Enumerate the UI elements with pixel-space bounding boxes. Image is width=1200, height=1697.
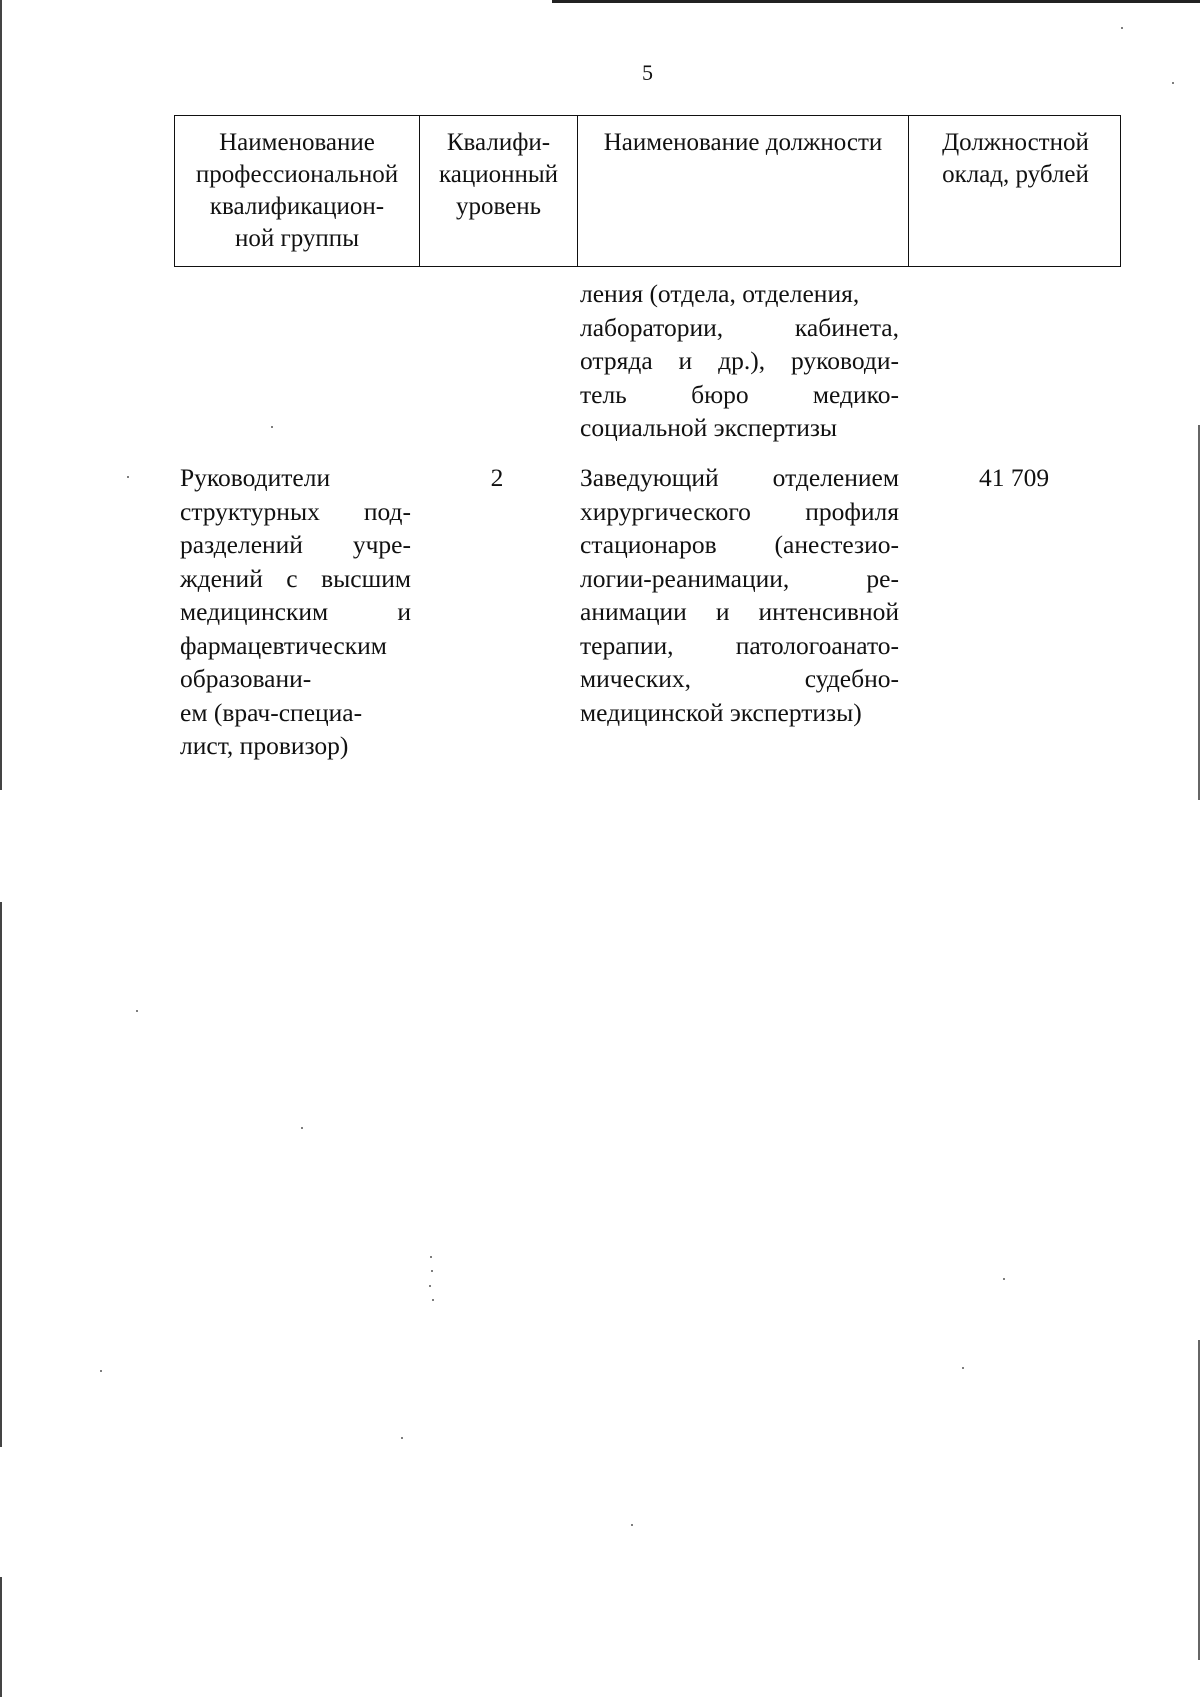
position-continuation: ления (отдела, отделения, лаборатории, кабинета, отряда и др.), руководи- тель бюро медико- социальной экспертизы [580,279,899,442]
group-cell: Руководители структурных под- разделений учре- ждений с высшим медицинским и фармацевтическим образовани- ем (врач-специа- лист, провизор) [180,463,411,760]
scan-speck [100,1370,102,1372]
header-position: Наименование должности [577,116,908,266]
scan-speck [962,1367,964,1369]
scan-speck [1121,27,1123,29]
scan-left-edge [0,902,2,1447]
scan-speck [136,1010,138,1012]
level-cell: 2 [490,463,504,492]
scan-speck [429,1285,431,1287]
salary-cell: 41 709 [978,463,1050,492]
scan-speck [301,1127,303,1129]
scan-speck [1003,1278,1005,1280]
scan-left-edge [0,0,2,790]
header-level: Квалифи- кационный уровень [419,116,577,266]
scan-speck [271,426,273,428]
position-cell: Заведующий отделением хирургического профиля стационаров (анестезио- логии-реанимации, ре- анимации и интенсивной терапии, патологоанато- мических, судебно- медицинской экспертизы) [580,463,899,727]
scan-speck [631,1524,633,1526]
scan-speck [1172,82,1174,84]
scan-speck [432,1299,434,1301]
scan-top-edge [552,0,1200,3]
scan-left-edge [0,1577,2,1697]
header-group: Наименование профессиональной квалификацион- ной группы [195,129,399,252]
header-salary: Должностной оклад, рублей [908,116,1122,266]
scan-speck [401,1437,403,1439]
scan-speck [431,1270,433,1272]
table-header [174,115,1121,267]
page-number: 5 [642,60,653,85]
scan-speck [127,476,129,478]
scan-speck [430,1256,432,1258]
